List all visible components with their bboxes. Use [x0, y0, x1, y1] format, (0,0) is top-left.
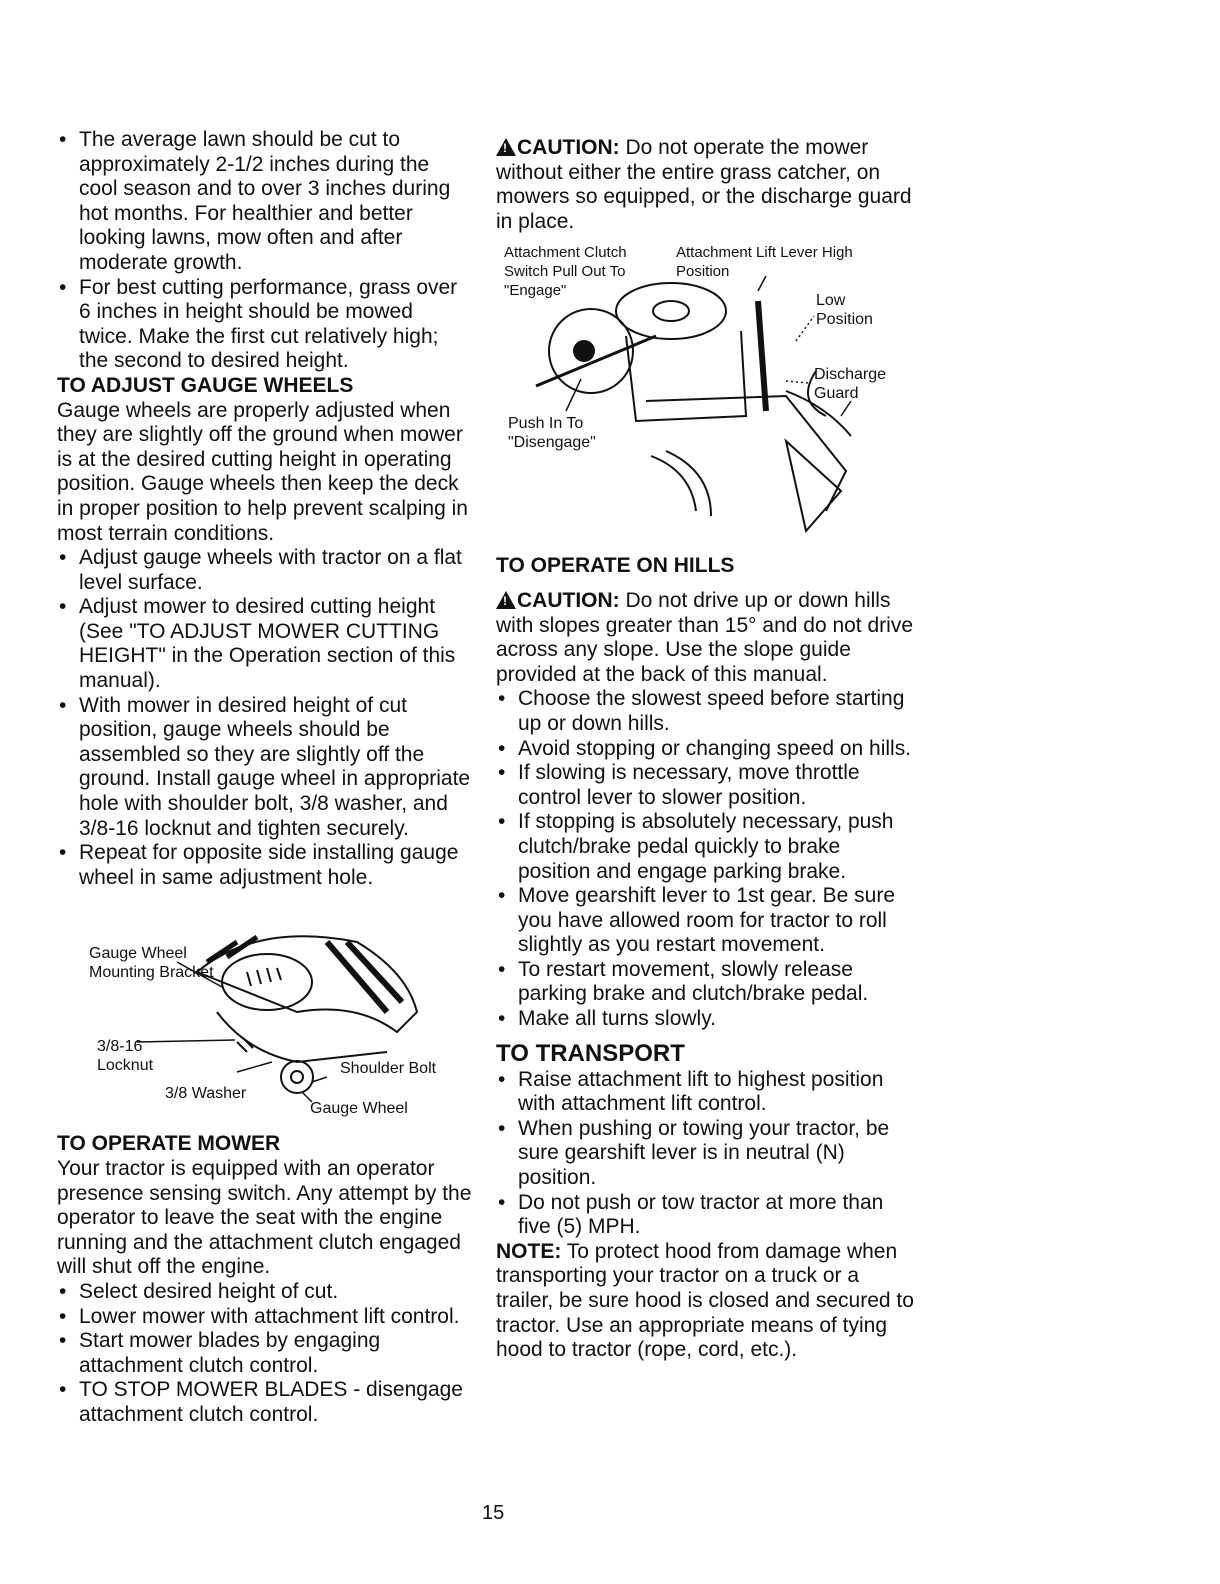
bullet-avoid-stopping: • Avoid stopping or changing speed on hills. — [496, 737, 914, 762]
label-gauge-wheel-bracket: Gauge Wheel Mounting Bracket — [89, 945, 214, 982]
warning-triangle-icon — [496, 591, 516, 609]
bullet-gauge-level-surface: • Adjust gauge wheels with tractor on a flat level surface. — [57, 546, 472, 595]
note-label: NOTE: — [496, 1239, 562, 1263]
bullet-lawn-height: • The average lawn should be cut to approximately 2-1/2 inches during the cool season and to over 3 inches during hot months. For healthier and better looking lawns, mow often and after moderate growth. — [57, 128, 472, 276]
bullet-cutting-performance: • For best cutting performance, grass over 6 inches in height should be mowed twice. Make the first cut relatively high; the second to desired height. — [57, 276, 472, 374]
bullet-slowest-speed: • Choose the slowest speed before starting up or down hills. — [496, 687, 914, 736]
note-text: To protect hood from damage when transporting your tractor on a truck or a trailer, be sure hood is closed and secured to tractor. Use an appropriate means of tying hood to tractor (rope, cord, etc.). — [496, 1239, 914, 1362]
heading-transport: TO TRANSPORT — [496, 1039, 685, 1067]
label-lift-lever: Attachment Lift Lever High Position — [676, 244, 853, 281]
bullet-stop-blades: • TO STOP MOWER BLADES - disengage attachment clutch control. — [57, 1378, 472, 1427]
label-clutch-switch: Attachment Clutch Switch Pull Out To "Engage" — [504, 244, 627, 300]
gauge-wheel-figure — [57, 902, 472, 1132]
attachment-clutch-figure — [496, 241, 914, 544]
heading-operate-hills: TO OPERATE ON HILLS — [496, 554, 735, 578]
bullet-gauge-cutting-height: • Adjust mower to desired cutting height (See "TO ADJUST MOWER CUTTING HEIGHT" in the Operation section of this manual). — [57, 595, 472, 693]
label-locknut: 3/8-16 Locknut — [97, 1038, 154, 1075]
caution-grass-catcher — [496, 136, 914, 234]
caution-label: CAUTION: — [517, 588, 620, 612]
heading-adjust-gauge-wheels: TO ADJUST GAUGE WHEELS — [57, 373, 354, 397]
bullet-stopping: • If stopping is absolutely necessary, push clutch/brake pedal quickly to brake position and engage parking brake. — [496, 810, 914, 884]
bullet-slowing: • If slowing is necessary, move throttle control lever to slower position. — [496, 761, 914, 810]
operate-mower-paragraph: Your tractor is equipped with an operator presence sensing switch. Any attempt by the operator to leave the seat with the engine running and the attachment clutch engaged will shut off the engine. — [57, 1157, 472, 1279]
warning-triangle-icon — [496, 138, 516, 156]
label-washer: 3/8 Washer — [165, 1085, 247, 1103]
label-push-in: Push In To "Disengage" — [508, 415, 596, 452]
mower-deck-illustration — [57, 902, 437, 1132]
caution-label: CAUTION: — [517, 136, 620, 159]
label-discharge-guard: Discharge Guard — [814, 366, 887, 403]
gauge-wheels-paragraph: Gauge wheels are properly adjusted when they are slightly off the ground when mower is at the desired cutting height in operating position. Gauge wheels then keep the deck in proper position to help prevent scalping in most terrain conditions. — [57, 398, 468, 545]
heading-operate-mower: TO OPERATE MOWER — [57, 1132, 281, 1156]
bullet-neutral: • When pushing or towing your tractor, be sure gearshift lever is in neutral (N) position. — [496, 1117, 914, 1191]
bullet-turns: • Make all turns slowly. — [496, 1007, 914, 1032]
caution-text: Do not operate the mower without either the entire grass catcher, on mowers so equipped, or the discharge guard in place. — [496, 136, 912, 233]
note-hood — [496, 1240, 914, 1363]
label-gauge-wheel: Gauge Wheel — [310, 1100, 408, 1118]
bullet-raise-lift: • Raise attachment lift to highest position with attachment lift control. — [496, 1068, 914, 1117]
bullet-gauge-assemble: • With mower in desired height of cut position, gauge wheels should be assembled so they are slightly off the ground. Install gauge wheel in appropriate hole with shoulder bolt, 3/8 washer, and 3/8-16 locknut and tighten securely. — [57, 694, 472, 842]
left-column — [57, 128, 472, 1428]
label-low-position: Low Position — [816, 292, 873, 329]
right-column — [496, 136, 914, 1363]
bullet-lower-mower: • Lower mower with attachment lift control. — [57, 1305, 472, 1330]
bullet-start-blades: • Start mower blades by engaging attachment clutch control. — [57, 1329, 472, 1378]
caution-text: Do not drive up or down hills with slopes greater than 15° and do not drive across any slope. Use the slope guide provided at the back of this manual. — [496, 588, 913, 686]
bullet-restart: • To restart movement, slowly release parking brake and clutch/brake pedal. — [496, 958, 914, 1007]
bullet-select-height: • Select desired height of cut. — [57, 1280, 472, 1305]
page-number: 15 — [482, 1502, 505, 1524]
bullet-gauge-repeat: • Repeat for opposite side installing gauge wheel in same adjustment hole. — [57, 841, 472, 890]
bullet-speed-limit: • Do not push or tow tractor at more than five (5) MPH. — [496, 1191, 914, 1240]
caution-hills — [496, 589, 914, 687]
label-shoulder-bolt: Shoulder Bolt — [340, 1060, 437, 1078]
bullet-gearshift: • Move gearshift lever to 1st gear. Be sure you have allowed room for tractor to roll slightly as you restart movement. — [496, 884, 914, 958]
